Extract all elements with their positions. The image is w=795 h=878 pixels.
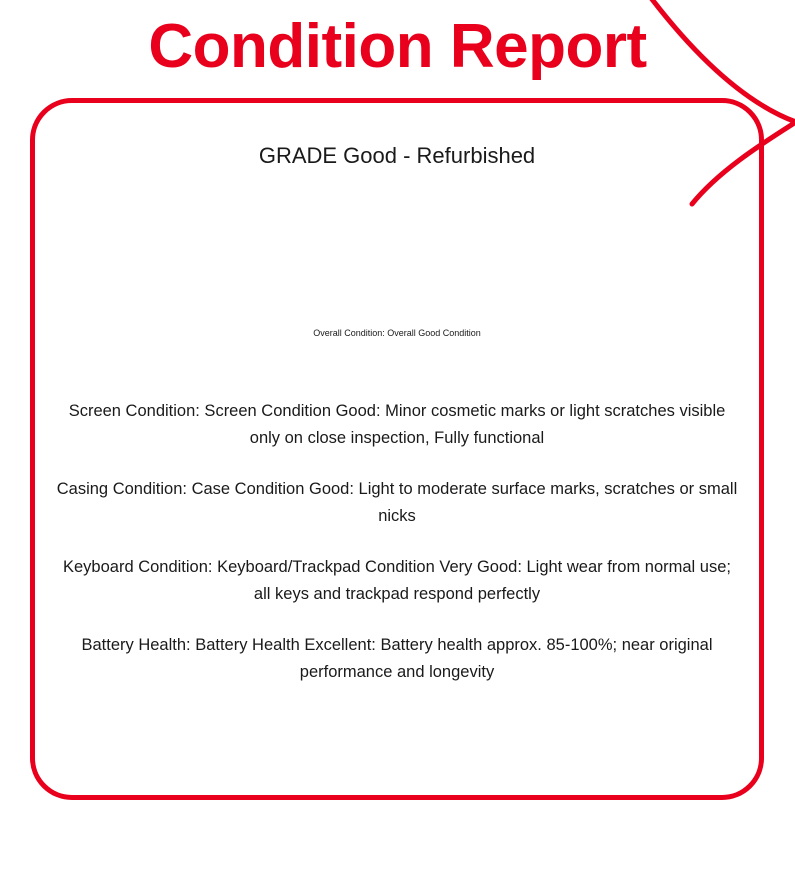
section-screen-condition-text: Screen Condition: Screen Condition Good: Minor cosmetic marks or light scratches visible only on close inspection, Fully functional — [68, 402, 726, 447]
section-keyboard-condition — [49, 554, 745, 608]
section-battery-health-text: Battery Health: Battery Health Excellent: Battery health approx. 85-100%; near original performance and longevity — [81, 636, 713, 681]
grade-line: GRADE Good - Refurbished — [258, 143, 536, 168]
section-keyboard-condition-text: Keyboard Condition: Keyboard/Trackpad Condition Very Good: Light wear from normal use; all keys and trackpad respond perfectly — [62, 558, 731, 603]
report-content — [35, 98, 759, 800]
section-battery-health — [49, 632, 745, 686]
condition-sections — [49, 398, 745, 686]
page-title: Condition Report — [148, 12, 647, 81]
section-casing-condition — [49, 476, 745, 530]
section-casing-condition-text: Casing Condition: Case Condition Good: Light to moderate surface marks, scratches or small nicks — [56, 480, 738, 525]
section-screen-condition — [49, 398, 745, 452]
overall-condition-line: Overall Condition: Overall Good Condition — [313, 328, 481, 338]
